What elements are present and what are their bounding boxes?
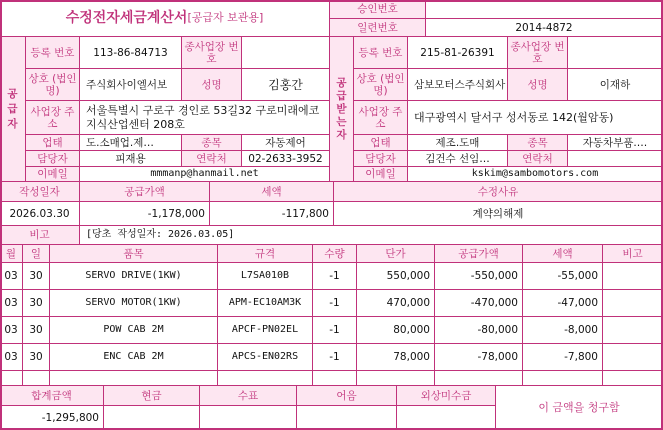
items-month-header: 월 [0, 245, 23, 263]
item-price-cell [357, 371, 435, 386]
item-tax-cell: -7,800 [523, 344, 603, 371]
item-day-cell: 30 [23, 317, 50, 344]
buyer-side-char: 자 [336, 128, 347, 141]
item-month-cell: 03 [0, 344, 23, 371]
buyer-rep-label: 성명 [508, 69, 568, 101]
buyer-name: 삼보모터스주식회사 [408, 69, 508, 101]
buyer-side-label [330, 37, 354, 182]
item-qty-cell: -1 [313, 317, 357, 344]
buyer-item-label: 종목 [508, 135, 568, 151]
item-supply-cell: -550,000 [435, 263, 523, 290]
item-tax-cell: -47,000 [523, 290, 603, 317]
item-spec-cell: APM-EC10AM3K [218, 290, 313, 317]
approval-label: 승인번호 [330, 0, 426, 19]
item-spec-cell: APCF-PN02EL [218, 317, 313, 344]
item-name-cell: POW CAB 2M [50, 317, 218, 344]
item-note-cell [603, 371, 663, 386]
supplier-biz: 도.소매업.제… [80, 135, 182, 151]
item-note-cell [603, 290, 663, 317]
buyer-reg-no: 215-81-26391 [408, 37, 508, 69]
serial-label: 일련번호 [330, 19, 426, 37]
buyer-phone-label: 연락처 [508, 151, 568, 167]
item-note-cell [603, 344, 663, 371]
total-label: 합계금액 [0, 386, 104, 406]
bill-value [297, 406, 397, 430]
item-tax-cell: -8,000 [523, 317, 603, 344]
note-value: [당초 작성일자: 2026.03.05] [80, 226, 663, 245]
reason-label: 수정사유 [334, 182, 663, 202]
serial-value: 2014-4872 [426, 19, 663, 37]
item-month-cell [0, 371, 23, 386]
credit-value [397, 406, 496, 430]
supplier-rep-label: 성명 [182, 69, 242, 101]
item-day-cell [23, 371, 50, 386]
date-label: 작성일자 [0, 182, 80, 202]
item-note-cell [603, 263, 663, 290]
buyer-branch-value [568, 37, 663, 69]
check-value [200, 406, 297, 430]
item-tax-cell [523, 371, 603, 386]
items-name-header: 품목 [50, 245, 218, 263]
buyer-side-char: 받 [336, 102, 347, 115]
supplier-side-label [0, 37, 26, 182]
buyer-side-char: 공 [336, 76, 347, 89]
item-note-cell [603, 317, 663, 344]
item-tax-cell: -55,000 [523, 263, 603, 290]
title-main: 수정전자세금계산서 [65, 10, 188, 26]
item-qty-cell [313, 371, 357, 386]
supplier-branch-label: 종사업장 번호 [182, 37, 242, 69]
item-name-cell: ENC CAB 2M [50, 344, 218, 371]
supplier-phone-label: 연락처 [182, 151, 242, 167]
summary-tax-label: 세액 [210, 182, 334, 202]
item-qty-cell: -1 [313, 263, 357, 290]
supplier-contact: 피재용 [80, 151, 182, 167]
items-spec-header: 규격 [218, 245, 313, 263]
buyer-reg-label: 등록 번호 [354, 37, 408, 69]
credit-label: 외상미수금 [397, 386, 496, 406]
item-name-cell [50, 371, 218, 386]
item-name-cell: SERVO MOTOR(1KW) [50, 290, 218, 317]
buyer-email: kskim@sambomotors.com [408, 167, 663, 182]
item-price-cell: 470,000 [357, 290, 435, 317]
buyer-phone [568, 151, 663, 167]
claim-text: 이 금액을 청구함 [496, 386, 663, 430]
buyer-contact: 김건수 선임… [408, 151, 508, 167]
title-sub: [공급자 보관용] [187, 11, 264, 24]
approval-value [426, 0, 663, 19]
item-name-cell: SERVO DRIVE(1KW) [50, 263, 218, 290]
supplier-contact-label: 담당자 [26, 151, 80, 167]
bill-label: 어음 [297, 386, 397, 406]
supplier-rep: 김홍간 [242, 69, 330, 101]
supplier-item: 자동제어 [242, 135, 330, 151]
summary-tax-value: -117,800 [210, 202, 334, 226]
item-month-cell: 03 [0, 290, 23, 317]
supplier-phone: 02-2633-3952 [242, 151, 330, 167]
buyer-email-label: 이메일 [354, 167, 408, 182]
item-day-cell: 30 [23, 290, 50, 317]
reason-value: 계약의해제 [334, 202, 663, 226]
supplier-name: 주식회사이엘서보 [80, 69, 182, 101]
date-value: 2026.03.30 [0, 202, 80, 226]
items-price-header: 단가 [357, 245, 435, 263]
items-supply-header: 공급가액 [435, 245, 523, 263]
supplier-email-label: 이메일 [26, 167, 80, 182]
supplier-reg-label: 등록 번호 [26, 37, 80, 69]
item-price-cell: 80,000 [357, 317, 435, 344]
cash-label: 현금 [104, 386, 200, 406]
cash-value [104, 406, 200, 430]
supplier-side-char: 공 [7, 87, 18, 100]
supplier-reg-no: 113-86-84713 [80, 37, 182, 69]
item-day-cell: 30 [23, 263, 50, 290]
item-supply-cell [435, 371, 523, 386]
item-qty-cell: -1 [313, 344, 357, 371]
item-supply-cell: -80,000 [435, 317, 523, 344]
total-value: -1,295,800 [0, 406, 104, 430]
invoice-title [0, 0, 330, 37]
summary-supply-value: -1,178,000 [80, 202, 210, 226]
supplier-addr-label: 사업장 주소 [26, 101, 80, 135]
item-supply-cell: -78,000 [435, 344, 523, 371]
buyer-side-char: 는 [336, 115, 347, 128]
buyer-addr: 대구광역시 달서구 성서동로 142(월암동) [408, 101, 663, 135]
summary-supply-label: 공급가액 [80, 182, 210, 202]
buyer-name-label: 상호 (법인명) [354, 69, 408, 101]
supplier-side-char: 자 [7, 117, 18, 130]
item-day-cell: 30 [23, 344, 50, 371]
buyer-rep: 이재하 [568, 69, 663, 101]
item-supply-cell: -470,000 [435, 290, 523, 317]
buyer-biz: 제조.도매 [408, 135, 508, 151]
buyer-contact-label: 담당자 [354, 151, 408, 167]
item-month-cell: 03 [0, 263, 23, 290]
supplier-name-label: 상호 (법인명) [26, 69, 80, 101]
item-price-cell: 550,000 [357, 263, 435, 290]
item-spec-cell: L7SA010B [218, 263, 313, 290]
items-day-header: 일 [23, 245, 50, 263]
buyer-item: 자동차부품.… [568, 135, 663, 151]
note-label: 비고 [0, 226, 80, 245]
item-price-cell: 78,000 [357, 344, 435, 371]
items-tax-header: 세액 [523, 245, 603, 263]
item-qty-cell: -1 [313, 290, 357, 317]
item-spec-cell: APCS-EN02RS [218, 344, 313, 371]
supplier-side-char: 급 [7, 102, 18, 115]
item-spec-cell [218, 371, 313, 386]
check-label: 수표 [200, 386, 297, 406]
buyer-branch-label: 종사업장 번호 [508, 37, 568, 69]
items-note-header: 비고 [603, 245, 663, 263]
supplier-email: mmmanp@hanmail.net [80, 167, 330, 182]
supplier-biz-label: 업태 [26, 135, 80, 151]
supplier-item-label: 종목 [182, 135, 242, 151]
buyer-side-char: 급 [336, 89, 347, 102]
buyer-addr-label: 사업장 주소 [354, 101, 408, 135]
buyer-biz-label: 업태 [354, 135, 408, 151]
supplier-addr: 서울특별시 구로구 경인로 53길32 구로미래에코지식산업센터 208호 [80, 101, 330, 135]
supplier-branch-value [242, 37, 330, 69]
item-month-cell: 03 [0, 317, 23, 344]
items-qty-header: 수량 [313, 245, 357, 263]
